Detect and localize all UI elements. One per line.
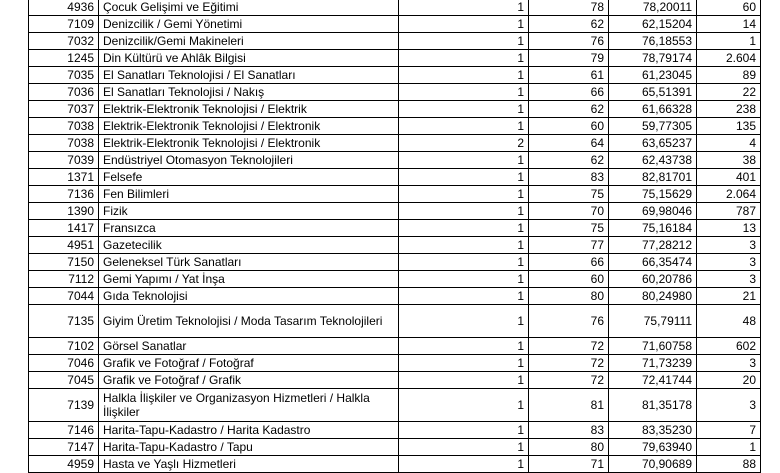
score-cell: 69,98046 — [609, 203, 697, 220]
score-cell: 82,81701 — [609, 169, 697, 186]
program-name-cell: Fizik — [99, 203, 399, 220]
table-row — [29, 84, 761, 101]
program-code-cell: 4959 — [29, 456, 99, 473]
count-cell: 135 — [697, 118, 761, 135]
program-name-cell: Felsefe — [99, 169, 399, 186]
program-code-cell: 7046 — [29, 355, 99, 372]
program-name-cell: Din Kültürü ve Ahlâk Bilgisi — [99, 50, 399, 67]
score-cell: 78,79174 — [609, 50, 697, 67]
table-body — [29, 0, 761, 473]
score-cell: 62,15204 — [609, 16, 697, 33]
table-row — [29, 271, 761, 288]
rounded-score-cell: 62 — [529, 16, 609, 33]
rounded-score-cell: 64 — [529, 135, 609, 152]
score-cell: 59,77305 — [609, 118, 697, 135]
program-name-cell: El Sanatları Teknolojisi / El Sanatları — [99, 67, 399, 84]
group-cell: 1 — [399, 67, 529, 84]
score-cell: 70,90689 — [609, 456, 697, 473]
rounded-score-cell: 72 — [529, 338, 609, 355]
rounded-score-cell: 66 — [529, 84, 609, 101]
program-code-cell: 4951 — [29, 237, 99, 254]
group-cell: 1 — [399, 16, 529, 33]
table-row — [29, 422, 761, 439]
score-cell: 80,24980 — [609, 288, 697, 305]
rounded-score-cell: 72 — [529, 372, 609, 389]
score-cell: 71,73239 — [609, 355, 697, 372]
program-code-cell: 4936 — [29, 0, 99, 16]
group-cell: 1 — [399, 271, 529, 288]
rounded-score-cell: 76 — [529, 33, 609, 50]
group-cell: 1 — [399, 169, 529, 186]
rounded-score-cell: 66 — [529, 254, 609, 271]
program-name-cell: Denizcilik/Gemi Makineleri — [99, 33, 399, 50]
group-cell: 1 — [399, 186, 529, 203]
count-cell: 3 — [697, 389, 761, 422]
program-name-cell: Gazetecilik — [99, 237, 399, 254]
score-cell: 75,79111 — [609, 305, 697, 338]
score-cell: 61,66328 — [609, 101, 697, 118]
table-row — [29, 16, 761, 33]
table-row — [29, 101, 761, 118]
score-cell: 75,16184 — [609, 220, 697, 237]
group-cell: 1 — [399, 456, 529, 473]
group-cell: 1 — [399, 422, 529, 439]
count-cell: 3 — [697, 254, 761, 271]
table-row — [29, 305, 761, 338]
count-cell: 3 — [697, 237, 761, 254]
table-row — [29, 169, 761, 186]
rounded-score-cell: 61 — [529, 67, 609, 84]
count-cell: 3 — [697, 271, 761, 288]
program-name-cell: Harita-Tapu-Kadastro / Tapu — [99, 439, 399, 456]
table-row — [29, 50, 761, 67]
table-row — [29, 254, 761, 271]
program-name-cell: Gıda Teknolojisi — [99, 288, 399, 305]
score-cell: 63,65237 — [609, 135, 697, 152]
program-name-cell: Hasta ve Yaşlı Hizmetleri — [99, 456, 399, 473]
group-cell: 1 — [399, 254, 529, 271]
program-name-cell: Elektrik-Elektronik Teknolojisi / Elektrik — [99, 101, 399, 118]
group-cell: 1 — [399, 0, 529, 16]
count-cell: 88 — [697, 456, 761, 473]
rounded-score-cell: 60 — [529, 118, 609, 135]
score-cell: 78,20011 — [609, 0, 697, 16]
group-cell: 1 — [399, 389, 529, 422]
score-table — [28, 0, 761, 473]
count-cell: 21 — [697, 288, 761, 305]
count-cell: 7 — [697, 422, 761, 439]
score-cell: 72,41744 — [609, 372, 697, 389]
score-cell: 81,35178 — [609, 389, 697, 422]
score-cell: 77,28212 — [609, 237, 697, 254]
program-name-cell: Elektrik-Elektronik Teknolojisi / Elektronik — [99, 118, 399, 135]
rounded-score-cell: 80 — [529, 288, 609, 305]
group-cell: 1 — [399, 439, 529, 456]
program-code-cell: 7146 — [29, 422, 99, 439]
score-cell: 83,35230 — [609, 422, 697, 439]
rounded-score-cell: 75 — [529, 186, 609, 203]
rounded-score-cell: 81 — [529, 389, 609, 422]
program-code-cell: 7102 — [29, 338, 99, 355]
program-code-cell: 7109 — [29, 16, 99, 33]
program-name-cell: Halkla İlişkiler ve Organizasyon Hizmetleri / Halkla İlişkiler — [99, 389, 399, 422]
program-code-cell: 7035 — [29, 67, 99, 84]
count-cell: 60 — [697, 0, 761, 16]
program-code-cell: 7038 — [29, 118, 99, 135]
score-cell: 71,60758 — [609, 338, 697, 355]
program-code-cell: 1417 — [29, 220, 99, 237]
group-cell: 1 — [399, 220, 529, 237]
rounded-score-cell: 80 — [529, 439, 609, 456]
program-name-cell: Görsel Sanatlar — [99, 338, 399, 355]
group-cell: 1 — [399, 305, 529, 338]
count-cell: 22 — [697, 84, 761, 101]
program-code-cell: 1245 — [29, 50, 99, 67]
count-cell: 4 — [697, 135, 761, 152]
score-cell: 62,43738 — [609, 152, 697, 169]
group-cell: 2 — [399, 135, 529, 152]
count-cell: 1 — [697, 439, 761, 456]
program-name-cell: Harita-Tapu-Kadastro / Harita Kadastro — [99, 422, 399, 439]
table-row — [29, 372, 761, 389]
program-name-cell: El Sanatları Teknolojisi / Nakış — [99, 84, 399, 101]
program-code-cell: 7135 — [29, 305, 99, 338]
count-cell: 13 — [697, 220, 761, 237]
program-code-cell: 7147 — [29, 439, 99, 456]
group-cell: 1 — [399, 355, 529, 372]
group-cell: 1 — [399, 338, 529, 355]
program-name-cell: Endüstriyel Otomasyon Teknolojileri — [99, 152, 399, 169]
rounded-score-cell: 62 — [529, 152, 609, 169]
group-cell: 1 — [399, 50, 529, 67]
rounded-score-cell: 77 — [529, 237, 609, 254]
program-code-cell: 7150 — [29, 254, 99, 271]
program-code-cell: 7037 — [29, 101, 99, 118]
score-cell: 75,15629 — [609, 186, 697, 203]
table-row — [29, 220, 761, 237]
count-cell: 38 — [697, 152, 761, 169]
program-code-cell: 7139 — [29, 389, 99, 422]
group-cell: 1 — [399, 372, 529, 389]
program-code-cell: 7039 — [29, 152, 99, 169]
group-cell: 1 — [399, 101, 529, 118]
table-row — [29, 338, 761, 355]
table-row — [29, 355, 761, 372]
count-cell: 602 — [697, 338, 761, 355]
score-cell: 61,23045 — [609, 67, 697, 84]
count-cell: 401 — [697, 169, 761, 186]
score-cell: 60,20786 — [609, 271, 697, 288]
rounded-score-cell: 76 — [529, 305, 609, 338]
rounded-score-cell: 83 — [529, 169, 609, 186]
table-row — [29, 152, 761, 169]
program-code-cell: 1390 — [29, 203, 99, 220]
table-row — [29, 389, 761, 422]
program-code-cell: 7045 — [29, 372, 99, 389]
table-row — [29, 67, 761, 84]
group-cell: 1 — [399, 118, 529, 135]
count-cell: 48 — [697, 305, 761, 338]
table-row — [29, 186, 761, 203]
program-code-cell: 7032 — [29, 33, 99, 50]
table-row — [29, 439, 761, 456]
table-row — [29, 33, 761, 50]
count-cell: 238 — [697, 101, 761, 118]
group-cell: 1 — [399, 84, 529, 101]
program-name-cell: Fen Bilimleri — [99, 186, 399, 203]
count-cell: 2.604 — [697, 50, 761, 67]
program-name-cell: Giyim Üretim Teknolojisi / Moda Tasarım Teknolojileri — [99, 305, 399, 338]
score-cell: 76,18553 — [609, 33, 697, 50]
score-cell: 65,51391 — [609, 84, 697, 101]
rounded-score-cell: 79 — [529, 50, 609, 67]
table-row — [29, 135, 761, 152]
group-cell: 1 — [399, 203, 529, 220]
group-cell: 1 — [399, 237, 529, 254]
rounded-score-cell: 83 — [529, 422, 609, 439]
group-cell: 1 — [399, 33, 529, 50]
rounded-score-cell: 72 — [529, 355, 609, 372]
count-cell: 89 — [697, 67, 761, 84]
program-code-cell: 1371 — [29, 169, 99, 186]
group-cell: 1 — [399, 288, 529, 305]
rounded-score-cell: 70 — [529, 203, 609, 220]
count-cell: 787 — [697, 203, 761, 220]
score-cell: 79,63940 — [609, 439, 697, 456]
count-cell: 20 — [697, 372, 761, 389]
rounded-score-cell: 62 — [529, 101, 609, 118]
program-code-cell: 7136 — [29, 186, 99, 203]
table-row — [29, 203, 761, 220]
program-code-cell: 7036 — [29, 84, 99, 101]
table-row — [29, 237, 761, 254]
group-cell: 1 — [399, 152, 529, 169]
program-name-cell: Geleneksel Türk Sanatları — [99, 254, 399, 271]
program-name-cell: Gemi Yapımı / Yat İnşa — [99, 271, 399, 288]
table-row — [29, 0, 761, 16]
count-cell: 3 — [697, 355, 761, 372]
rounded-score-cell: 71 — [529, 456, 609, 473]
count-cell: 1 — [697, 33, 761, 50]
program-name-cell: Grafik ve Fotoğraf / Grafik — [99, 372, 399, 389]
rounded-score-cell: 60 — [529, 271, 609, 288]
program-code-cell: 7112 — [29, 271, 99, 288]
program-name-cell: Denizcilik / Gemi Yönetimi — [99, 16, 399, 33]
program-code-cell: 7044 — [29, 288, 99, 305]
count-cell: 2.064 — [697, 186, 761, 203]
score-cell: 66,35474 — [609, 254, 697, 271]
program-code-cell: 7038 — [29, 135, 99, 152]
table-row — [29, 118, 761, 135]
rounded-score-cell: 75 — [529, 220, 609, 237]
program-name-cell: Çocuk Gelişimi ve Eğitimi — [99, 0, 399, 16]
program-name-cell: Elektrik-Elektronik Teknolojisi / Elektronik — [99, 135, 399, 152]
rounded-score-cell: 78 — [529, 0, 609, 16]
table-row — [29, 288, 761, 305]
program-name-cell: Grafik ve Fotoğraf / Fotoğraf — [99, 355, 399, 372]
program-name-cell: Fransızca — [99, 220, 399, 237]
count-cell: 14 — [697, 16, 761, 33]
